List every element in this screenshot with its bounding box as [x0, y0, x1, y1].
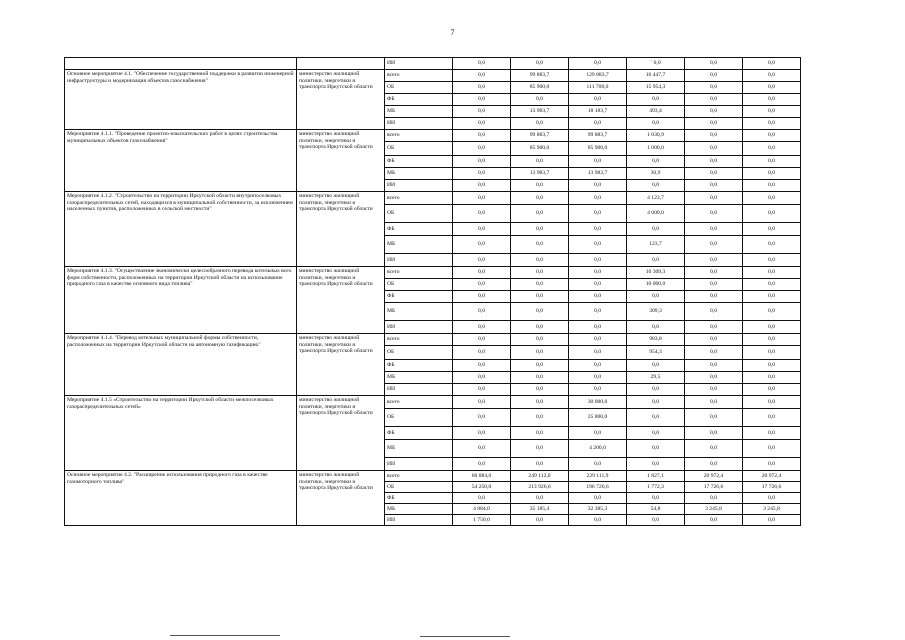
source-cell: всего [385, 334, 453, 346]
value-cell: 0,0 [685, 223, 743, 236]
value-cell: 0,0 [743, 409, 801, 427]
value-cell: 0,0 [453, 236, 511, 254]
value-cell: 0,0 [453, 321, 511, 334]
value-cell: 0,0 [743, 254, 801, 267]
value-cell: 196 726,6 [569, 482, 627, 493]
source-cell: всего [385, 192, 453, 205]
value-cell: 0,0 [569, 427, 627, 440]
value-cell: 0,0 [627, 321, 685, 334]
value-cell: 0,0 [743, 58, 801, 70]
value-cell: 0,0 [511, 493, 569, 504]
value-cell: 0,0 [743, 192, 801, 205]
value-cell: 0,0 [511, 360, 569, 372]
source-cell: всего [385, 70, 453, 82]
table-row [65, 396, 801, 409]
source-cell: ИИ [385, 58, 453, 70]
value-cell: 10 309,3 [627, 267, 685, 279]
value-cell: 32 385,3 [569, 504, 627, 515]
value-cell: 0,0 [569, 346, 627, 360]
source-cell: ФБ [385, 156, 453, 168]
value-cell: 0,0 [685, 409, 743, 427]
value-cell: 0,0 [511, 458, 569, 471]
value-cell: ` 0,0 [627, 58, 685, 70]
value-cell: 30 000,0 [569, 396, 627, 409]
value-cell: 0,0 [569, 156, 627, 168]
value-cell: 0,0 [453, 440, 511, 458]
value-cell: 0,0 [685, 106, 743, 118]
source-cell: ОБ [385, 482, 453, 493]
value-cell: 0,0 [743, 427, 801, 440]
value-cell: 0,0 [685, 427, 743, 440]
value-cell: 0,0 [743, 458, 801, 471]
value-cell: 0,0 [627, 396, 685, 409]
value-cell: 0,0 [685, 303, 743, 321]
source-cell: ОБ [385, 346, 453, 360]
value-cell: 85 900,0 [511, 142, 569, 156]
value-cell: 29,5 [627, 372, 685, 384]
value-cell: 0,0 [627, 427, 685, 440]
value-cell: 0,0 [453, 384, 511, 396]
value-cell: 0,0 [685, 254, 743, 267]
activity-title: Мероприятие 4.1.3. "Осуществление экономически целесообразного перевода котельных всех форм собственности, расположенных на территории Иркутской области на использование природного газа в качестве основного вида топлива" [65, 267, 297, 334]
empty-cell [65, 58, 297, 70]
value-cell: 85 900,0 [511, 82, 569, 94]
value-cell: 0,0 [453, 334, 511, 346]
value-cell: 1 772,3 [627, 482, 685, 493]
value-cell: 0,0 [743, 205, 801, 223]
value-cell: 0,0 [453, 205, 511, 223]
source-cell: МБ [385, 303, 453, 321]
value-cell: 20 972,4 [743, 471, 801, 482]
source-cell: ИИ [385, 458, 453, 471]
value-cell: 0,0 [627, 254, 685, 267]
value-cell: 0,0 [453, 58, 511, 70]
value-cell: 0,0 [743, 168, 801, 180]
value-cell: 4 200,0 [569, 440, 627, 458]
value-cell: 0,0 [453, 427, 511, 440]
source-cell: ИИ [385, 321, 453, 334]
value-cell: 4 000,0 [627, 205, 685, 223]
value-cell: 0,0 [627, 94, 685, 106]
value-cell: 0,0 [569, 291, 627, 303]
source-cell: ОБ [385, 205, 453, 223]
value-cell: 1 827,1 [627, 471, 685, 482]
value-cell: 0,0 [569, 279, 627, 291]
value-cell: 0,0 [511, 279, 569, 291]
scan-mark [170, 635, 280, 636]
value-cell: 0,0 [627, 291, 685, 303]
value-cell: 0,0 [453, 94, 511, 106]
value-cell: 0,0 [743, 82, 801, 94]
value-cell: 229 111,9 [569, 471, 627, 482]
source-cell: всего [385, 471, 453, 482]
responsible-org: министерство жилищной политики, энергетики и транспорта Иркутской области [297, 471, 385, 526]
value-cell: 99 883,7 [569, 130, 627, 142]
value-cell: 0,0 [743, 106, 801, 118]
value-cell: 0,0 [569, 180, 627, 192]
value-cell: 0,0 [453, 267, 511, 279]
value-cell: 0,0 [743, 130, 801, 142]
responsible-org: министерство жилищной политики, энергетики и транспорта Иркутской области [297, 267, 385, 334]
value-cell: 129 883,7 [569, 70, 627, 82]
source-cell: ОБ [385, 409, 453, 427]
value-cell: 0,0 [511, 384, 569, 396]
value-cell: 0,0 [743, 156, 801, 168]
value-cell: 0,0 [569, 493, 627, 504]
value-cell: 0,0 [685, 291, 743, 303]
value-cell: 0,0 [511, 58, 569, 70]
value-cell: 0,0 [743, 142, 801, 156]
value-cell: 0,0 [685, 70, 743, 82]
value-cell: 0,0 [743, 493, 801, 504]
value-cell: 0,0 [453, 254, 511, 267]
value-cell: 0,0 [511, 267, 569, 279]
value-cell: 0,0 [743, 279, 801, 291]
value-cell: 0,0 [569, 254, 627, 267]
value-cell: 0,0 [743, 223, 801, 236]
value-cell: 249 112,0 [511, 471, 569, 482]
value-cell: 0,0 [569, 303, 627, 321]
value-cell: 30,9 [627, 168, 685, 180]
value-cell: 0,0 [453, 130, 511, 142]
value-cell: 0,0 [685, 205, 743, 223]
source-cell: ИИ [385, 515, 453, 526]
value-cell: 0,0 [569, 192, 627, 205]
value-cell: 0,0 [453, 493, 511, 504]
value-cell: 54,8 [627, 504, 685, 515]
value-cell: 0,0 [685, 267, 743, 279]
value-cell: 0,0 [685, 334, 743, 346]
value-cell: 0,0 [569, 384, 627, 396]
value-cell: 0,0 [453, 180, 511, 192]
value-cell: 0,0 [743, 291, 801, 303]
value-cell: 0,0 [685, 236, 743, 254]
value-cell: 0,0 [569, 515, 627, 526]
value-cell: 111 700,0 [569, 82, 627, 94]
value-cell: 0,0 [685, 279, 743, 291]
value-cell: 0,0 [685, 192, 743, 205]
value-cell: 954,3 [627, 346, 685, 360]
value-cell: 0,0 [743, 372, 801, 384]
value-cell: 0,0 [569, 118, 627, 130]
value-cell: 0,0 [743, 236, 801, 254]
value-cell: 0,0 [511, 254, 569, 267]
value-cell: 0,0 [569, 334, 627, 346]
value-cell: 13 983,7 [511, 106, 569, 118]
source-cell: МБ [385, 440, 453, 458]
source-cell: ИИ [385, 384, 453, 396]
value-cell: 0,0 [685, 396, 743, 409]
value-cell: 0,0 [685, 118, 743, 130]
value-cell: 0,0 [511, 223, 569, 236]
activity-title: Мероприятие 4.1.5 «Строительство на территории Иркутской области межпоселковых газораспределительных сетей» [65, 396, 297, 471]
value-cell: 13 983,7 [569, 168, 627, 180]
value-cell: 0,0 [453, 409, 511, 427]
budget-table-sheet [64, 57, 800, 526]
responsible-org: министерство жилищной политики, энергетики и транспорта Иркутской области [297, 396, 385, 471]
value-cell: 0,0 [569, 94, 627, 106]
value-cell: 3 245,8 [685, 504, 743, 515]
value-cell: 0,0 [453, 346, 511, 360]
value-cell: 0,0 [511, 334, 569, 346]
value-cell: 493,4 [627, 106, 685, 118]
value-cell: 0,0 [569, 372, 627, 384]
source-cell: МБ [385, 168, 453, 180]
value-cell: 0,0 [685, 94, 743, 106]
value-cell: 0,0 [743, 334, 801, 346]
source-cell: ИИ [385, 118, 453, 130]
source-cell: ОБ [385, 142, 453, 156]
value-cell: 0,0 [685, 130, 743, 142]
value-cell: 0,0 [685, 493, 743, 504]
value-cell: 0,0 [685, 372, 743, 384]
value-cell: 0,0 [685, 321, 743, 334]
value-cell: 54 250,0 [453, 482, 511, 493]
value-cell: 35 185,4 [511, 504, 569, 515]
source-cell: ФБ [385, 94, 453, 106]
value-cell: 4 123,7 [627, 192, 685, 205]
value-cell: 0,0 [743, 360, 801, 372]
value-cell: 0,0 [453, 192, 511, 205]
value-cell: 0,0 [453, 303, 511, 321]
value-cell: 0,0 [685, 360, 743, 372]
activity-title: Мероприятие 4.1.4. "Перевод котельных муниципальной формы собственности, расположенных на территории Иркутской области на автономную газификацию" [65, 334, 297, 396]
value-cell: 309,3 [627, 303, 685, 321]
value-cell: 0,0 [569, 321, 627, 334]
value-cell: 0,0 [685, 142, 743, 156]
responsible-org: министерство жилищной политики, энергетики и транспорта Иркутской области [297, 192, 385, 267]
value-cell: 99 883,7 [511, 130, 569, 142]
value-cell: 0,0 [743, 515, 801, 526]
value-cell: 0,0 [511, 192, 569, 205]
value-cell: 0,0 [453, 279, 511, 291]
value-cell: 0,0 [627, 156, 685, 168]
value-cell: 0,0 [685, 346, 743, 360]
value-cell: 0,0 [453, 372, 511, 384]
empty-cell [297, 58, 385, 70]
value-cell: 20 972,4 [685, 471, 743, 482]
value-cell: 10 000,0 [627, 279, 685, 291]
value-cell: 85 900,0 [569, 142, 627, 156]
value-cell: 4 884,0 [453, 504, 511, 515]
value-cell: 0,0 [743, 180, 801, 192]
value-cell: 0,0 [685, 458, 743, 471]
source-cell: МБ [385, 504, 453, 515]
value-cell: 0,0 [569, 360, 627, 372]
source-cell: МБ [385, 106, 453, 118]
source-cell: всего [385, 267, 453, 279]
value-cell: 0,0 [453, 458, 511, 471]
source-cell: ФБ [385, 223, 453, 236]
source-cell: всего [385, 396, 453, 409]
value-cell: 13 983,7 [511, 168, 569, 180]
table-row [65, 130, 801, 142]
value-cell: 983,8 [627, 334, 685, 346]
activity-title: Мероприятие 4.1.2. "Строительство на территории Иркутской области внутрипоселковых газораспределительных сетей, находящихся в муниципальной собственности, за исключением населенных пунктов, расположенных в сельской местности" [65, 192, 297, 267]
value-cell: 0,0 [511, 291, 569, 303]
value-cell: 0,0 [743, 321, 801, 334]
value-cell: 0,0 [511, 346, 569, 360]
value-cell: 17 726,6 [743, 482, 801, 493]
value-cell: 3 245,8 [743, 504, 801, 515]
value-cell: 0,0 [453, 82, 511, 94]
activity-title: Основное мероприятие 4.1. "Обеспечение государственной поддержки в развитии инженерной инфраструктуры и модернизация объектов газоснабжения" [65, 70, 297, 130]
table-row [65, 471, 801, 482]
value-cell: 0,0 [743, 303, 801, 321]
value-cell: 0,0 [627, 440, 685, 458]
value-cell: 0,0 [685, 180, 743, 192]
value-cell: 1 750,0 [453, 515, 511, 526]
value-cell: 0,0 [685, 156, 743, 168]
value-cell: 0,0 [453, 142, 511, 156]
value-cell: 0,0 [453, 396, 511, 409]
table-row [65, 70, 801, 82]
value-cell: 0,0 [685, 82, 743, 94]
value-cell: 0,0 [453, 70, 511, 82]
value-cell: 0,0 [511, 180, 569, 192]
source-cell: ИИ [385, 254, 453, 267]
value-cell: 17 726,6 [685, 482, 743, 493]
activity-title: Мероприятие 4.1.1. "Проведение проектно-изыскательских работ в целях строительства муниципальных объектов газоснабжения" [65, 130, 297, 192]
value-cell: 0,0 [569, 267, 627, 279]
value-cell: 0,0 [627, 384, 685, 396]
value-cell: 0,0 [511, 515, 569, 526]
value-cell: 16 447,7 [627, 70, 685, 82]
value-cell: 0,0 [685, 384, 743, 396]
value-cell: 0,0 [685, 58, 743, 70]
source-cell: ФБ [385, 291, 453, 303]
value-cell: 0,0 [511, 156, 569, 168]
value-cell: 1 030,9 [627, 130, 685, 142]
value-cell: 0,0 [511, 396, 569, 409]
table-row [65, 267, 801, 279]
value-cell: 15 954,3 [627, 82, 685, 94]
responsible-org: министерство жилищной политики, энергетики и транспорта Иркутской области [297, 334, 385, 396]
source-cell: МБ [385, 236, 453, 254]
value-cell: 0,0 [453, 223, 511, 236]
source-cell: всего [385, 130, 453, 142]
value-cell: 0,0 [627, 118, 685, 130]
value-cell: 0,0 [569, 205, 627, 223]
value-cell: 0,0 [453, 106, 511, 118]
responsible-org: министерство жилищной политики, энергетики и транспорта Иркутской области [297, 130, 385, 192]
value-cell: 0,0 [743, 440, 801, 458]
table-row [65, 334, 801, 346]
value-cell: 25 800,0 [569, 409, 627, 427]
value-cell: 0,0 [453, 118, 511, 130]
value-cell: 0,0 [511, 118, 569, 130]
value-cell: 0,0 [685, 168, 743, 180]
value-cell: 0,0 [511, 372, 569, 384]
value-cell: 0,0 [743, 384, 801, 396]
value-cell: 0,0 [569, 58, 627, 70]
scan-mark [420, 636, 510, 637]
value-cell: 0,0 [511, 94, 569, 106]
value-cell: 18 183,7 [569, 106, 627, 118]
value-cell: 0,0 [569, 223, 627, 236]
value-cell: 0,0 [511, 236, 569, 254]
budget-table [64, 57, 801, 526]
value-cell: 0,0 [627, 360, 685, 372]
value-cell: 123,7 [627, 236, 685, 254]
value-cell: 0,0 [511, 205, 569, 223]
value-cell: 0,0 [511, 303, 569, 321]
source-cell: ФБ [385, 493, 453, 504]
value-cell: 0,0 [511, 440, 569, 458]
responsible-org: министерство жилищной политики, энергетики и транспорта Иркутской области [297, 70, 385, 130]
value-cell: 0,0 [627, 515, 685, 526]
page-number: 7 [450, 28, 455, 37]
value-cell: 0,0 [511, 321, 569, 334]
value-cell: 0,0 [453, 360, 511, 372]
value-cell: 0,0 [453, 156, 511, 168]
activity-title: Основное мероприятие 4.2. "Расширение использования природного газа в качестве газомоторного топлива" [65, 471, 297, 526]
value-cell: 0,0 [569, 458, 627, 471]
value-cell: 0,0 [743, 396, 801, 409]
value-cell: 0,0 [743, 70, 801, 82]
table-row [65, 58, 801, 70]
source-cell: ОБ [385, 279, 453, 291]
value-cell: 0,0 [453, 168, 511, 180]
value-cell: 0,0 [743, 346, 801, 360]
value-cell: 0,0 [627, 409, 685, 427]
value-cell: 0,0 [685, 440, 743, 458]
value-cell: 0,0 [569, 236, 627, 254]
source-cell: ФБ [385, 360, 453, 372]
value-cell: 0,0 [743, 267, 801, 279]
source-cell: ИИ [385, 180, 453, 192]
value-cell: 0,0 [685, 515, 743, 526]
value-cell: 60 884,0 [453, 471, 511, 482]
value-cell: 0,0 [627, 493, 685, 504]
source-cell: ОБ [385, 82, 453, 94]
value-cell: 0,0 [743, 94, 801, 106]
value-cell: 0,0 [511, 409, 569, 427]
table-row [65, 192, 801, 205]
value-cell: 0,0 [453, 291, 511, 303]
source-cell: МБ [385, 372, 453, 384]
source-cell: ФБ [385, 427, 453, 440]
value-cell: 1 000,0 [627, 142, 685, 156]
value-cell: 0,0 [627, 458, 685, 471]
value-cell: 0,0 [743, 118, 801, 130]
value-cell: 213 926,6 [511, 482, 569, 493]
value-cell: 0,0 [511, 427, 569, 440]
value-cell: 0,0 [627, 223, 685, 236]
value-cell: 0,0 [627, 180, 685, 192]
value-cell: 99 883,7 [511, 70, 569, 82]
